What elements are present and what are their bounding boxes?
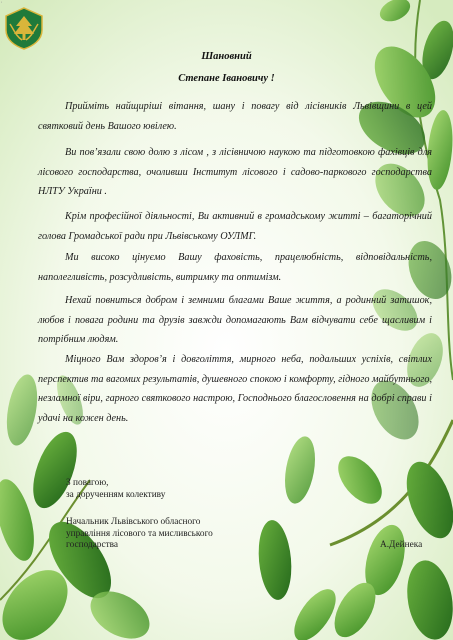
paragraph-qualities: Ми високо цінуємо Вашу фаховість, працелюбність, відповідальність, наполегливість, розсудливість, витримку та оптимізм. [38,252,432,283]
signatory-name: А.Дейнека [380,540,423,550]
closing-block [66,478,165,501]
paragraph-wishes-family: Нехай повниться добром і земними благами Ваше життя, а родинний затишок, любов і повага родини та друзів завжди допомагають Вам відчувати себе щасливим і потрібним людям. [38,295,432,345]
corner-mark: ▪ [1,0,3,4]
paragraph-public-activity: Крім професійної діяльності, Ви активний в громадському житті – багаторічний голова Громадської ради при Львівському ОУЛМГ. [38,211,432,242]
forestry-emblem-icon [2,6,46,50]
signatory-title-line-3: господарства [66,540,119,550]
salutation-line-2: Степане Івановичу ! [178,73,275,84]
paragraph-greeting: Прийміть найщиріші вітання, шану і повагу від лісівників Львівщини в цей святковий день Вашого ювілею. [38,101,432,132]
paragraph-career: Ви пов’язали свою долю з лісом , з лісівничою наукою та підготовкою фахівців для лісового господарства, очоливши Інститут лісового і садово-паркового господарства НЛТУ України . [38,147,432,197]
signatory-title-line-2: управління лісового та мисливського [66,528,213,539]
signatory-title-line-1: Начальник Львівського обласного [66,517,201,527]
closing-line-2: за дорученням колективу [66,489,166,500]
closing-line-1: З повагою, [66,478,109,488]
signatory-title [66,517,213,552]
salutation-line-1: Шановний [201,51,252,62]
paragraph-wishes-health: Міцного Вам здоров’я і довголіття, мирного неба, подальших успіхів, світлих перспектив та вагомих результатів, душевного спокою і комфорту, гідного майбутнього, незламної віри, гарного святкового настрою, Господнього благословення на добрі справи і удачі на кожен день. [38,354,432,424]
